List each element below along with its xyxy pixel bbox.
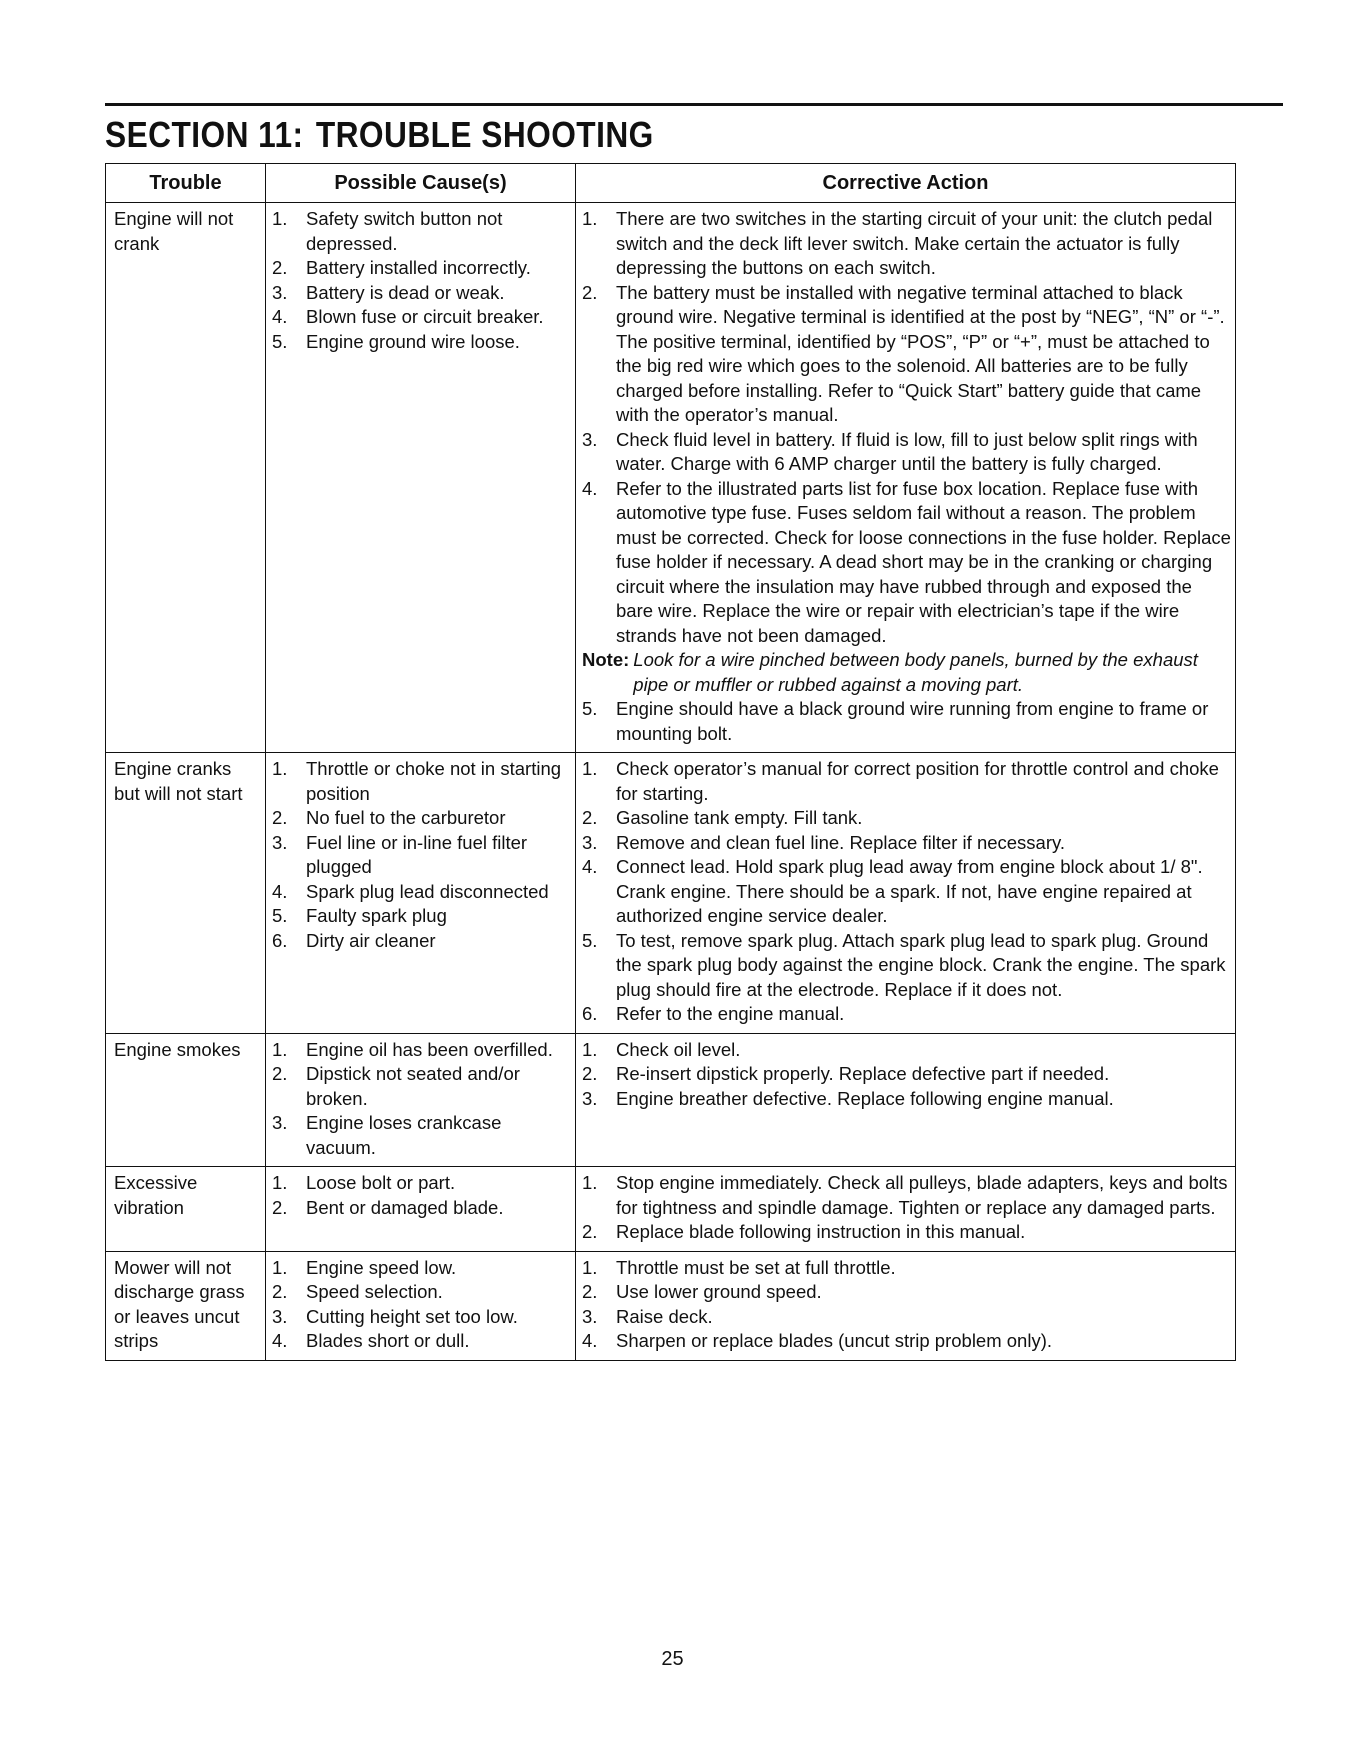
cause-item-number: 2. (272, 1196, 288, 1218)
trouble-cell (106, 203, 266, 753)
action-item-text: Check fluid level in battery. If fluid is low, fill to just below split rings with water. Charge with 6 AMP charger until the battery is fully charged. (616, 428, 1198, 474)
action-item-text: Sharpen or replace blades (uncut strip problem only). (616, 1330, 1053, 1351)
cause-item-number: 1. (272, 758, 288, 779)
action-item (582, 281, 1231, 428)
action-item-number: 4. (582, 1330, 598, 1351)
action-item-number: 4. (582, 856, 598, 877)
cause-item-text: Engine loses crankcase vacuum. (306, 1112, 502, 1158)
page-number: 25 (661, 1648, 684, 1670)
action-item-text: To test, remove spark plug. Attach spark plug lead to spark plug. Ground the spark plug body against the engine block. Crank the engine. The spark plug should fire at the electrode. Replace if it does not. (616, 929, 1226, 1000)
cause-item-text: No fuel to the carburetor (306, 807, 506, 828)
troubleshooting-table (105, 163, 1236, 1361)
section-number: SECTION 11: (105, 114, 304, 155)
action-cell (576, 203, 1236, 753)
cause-item (272, 305, 571, 330)
trouble-text: Engine will not crank (114, 208, 234, 254)
action-item (582, 1329, 1231, 1354)
action-item-text: Raise deck. (616, 1305, 713, 1327)
action-item (582, 757, 1231, 806)
trouble-cell (106, 1167, 266, 1252)
action-item-text: Connect lead. Hold spark plug lead away from engine block about 1/ 8". Crank engine. There should be a spark. If not, have engine repaired at authorized engine service dealer. (616, 856, 1203, 926)
action-item (582, 1220, 1231, 1245)
action-item (582, 477, 1231, 649)
action-item (582, 428, 1231, 477)
top-rule (105, 103, 1283, 106)
cause-item-number: 4. (272, 306, 288, 327)
cause-item-text: Dirty air cleaner (306, 929, 436, 951)
action-item-text: Use lower ground speed. (616, 1281, 822, 1302)
cause-item-number: 3. (272, 1112, 288, 1133)
cause-item-number: 3. (272, 281, 288, 303)
cause-item (272, 1062, 571, 1111)
trouble-text: Excessive vibration (114, 1172, 198, 1218)
cause-item (272, 281, 571, 306)
cause-item-number: 1. (272, 1256, 288, 1278)
action-item (582, 831, 1231, 856)
cause-item (272, 806, 571, 831)
action-item-number: 1. (582, 1256, 598, 1278)
action-cell (576, 1167, 1236, 1252)
action-item (582, 207, 1231, 281)
action-item-number: 3. (582, 428, 598, 450)
section-title-text: TROUBLE SHOOTING (315, 114, 654, 155)
action-item-number: 5. (582, 698, 598, 719)
cause-item (272, 256, 571, 281)
cause-item (272, 831, 571, 880)
cause-item-number: 2. (272, 1063, 288, 1084)
cause-item-text: Battery is dead or weak. (306, 281, 505, 303)
action-item (582, 1171, 1231, 1220)
header-action: Corrective Action (576, 164, 1236, 203)
action-item-text: Stop engine immediately. Check all pulleys, blade adapters, keys and bolts for tightness and spindle damage. Tighten or replace any damaged parts. (616, 1172, 1228, 1218)
cause-cell (266, 1251, 576, 1360)
action-item (582, 1062, 1231, 1087)
note-text: Look for a wire pinched between body panels, burned by the exhaust pipe or muffler or rubbed against a moving part. (633, 649, 1198, 695)
cause-item (272, 1329, 571, 1354)
trouble-text: Mower will not discharge grass or leaves uncut strips (114, 1256, 245, 1351)
action-item-text: Check oil level. (616, 1038, 741, 1060)
cause-item-number: 5. (272, 905, 288, 926)
cause-item (272, 1111, 571, 1160)
cause-item-text: Dipstick not seated and/or broken. (306, 1063, 520, 1109)
cause-item-text: Fuel line or in-line fuel filter plugged (306, 831, 528, 877)
cause-item-text: Cutting height set too low. (306, 1305, 518, 1327)
cause-item-number: 5. (272, 330, 288, 352)
action-item-text: Engine should have a black ground wire running from engine to frame or mounting bolt. (616, 698, 1209, 744)
action-item-text: Remove and clean fuel line. Replace filter if necessary. (616, 831, 1066, 853)
trouble-text: Engine cranks but will not start (114, 758, 243, 804)
cause-item (272, 207, 571, 256)
trouble-text: Engine smokes (114, 1038, 241, 1060)
table-row (106, 1167, 1236, 1252)
action-item (582, 697, 1231, 746)
action-item-text: Replace blade following instruction in this manual. (616, 1221, 1026, 1242)
cause-item-number: 2. (272, 1281, 288, 1302)
cause-item-number: 1. (272, 1172, 288, 1193)
cause-cell (266, 1033, 576, 1167)
action-item (582, 1087, 1231, 1112)
action-item-number: 2. (582, 807, 598, 828)
table-row (106, 753, 1236, 1034)
action-item-number: 3. (582, 831, 598, 853)
action-item-number: 2. (582, 1063, 598, 1084)
table-header-row (106, 164, 1236, 203)
cause-item-text: Spark plug lead disconnected (306, 880, 549, 902)
action-item-number: 1. (582, 208, 598, 229)
action-item (582, 1038, 1231, 1063)
table-row (106, 1033, 1236, 1167)
action-item-text: Refer to the engine manual. (616, 1003, 845, 1024)
cause-item (272, 330, 571, 355)
action-item-number: 1. (582, 758, 598, 779)
action-item (582, 1280, 1231, 1305)
action-item-text: Re-insert dipstick properly. Replace defective part if needed. (616, 1063, 1110, 1084)
cause-item-text: Throttle or choke not in starting position (306, 758, 562, 804)
cause-item-text: Engine speed low. (306, 1256, 457, 1278)
cause-item (272, 1196, 571, 1221)
trouble-cell (106, 1033, 266, 1167)
cause-item-number: 6. (272, 929, 288, 951)
cause-item-text: Faulty spark plug (306, 905, 447, 926)
cause-item-number: 4. (272, 1330, 288, 1351)
cause-item-number: 2. (272, 807, 288, 828)
action-item-text: Gasoline tank empty. Fill tank. (616, 807, 863, 828)
cause-item-text: Battery installed incorrectly. (306, 257, 531, 278)
cause-item-text: Blades short or dull. (306, 1330, 470, 1351)
cause-item-text: Bent or damaged blade. (306, 1196, 504, 1218)
table-row (106, 203, 1236, 753)
cause-item (272, 1305, 571, 1330)
cause-item-text: Engine oil has been overfilled. (306, 1038, 553, 1060)
action-cell (576, 1033, 1236, 1167)
trouble-cell (106, 1251, 266, 1360)
cause-item-number: 4. (272, 880, 288, 902)
action-item-number: 1. (582, 1038, 598, 1060)
cause-item-text: Engine ground wire loose. (306, 330, 520, 352)
cause-cell (266, 1167, 576, 1252)
action-item-text: Check operator’s manual for correct position for throttle control and choke for starting. (616, 758, 1219, 804)
cause-item (272, 880, 571, 905)
action-item-text: There are two switches in the starting circuit of your unit: the clutch pedal switch and the deck lift lever switch. Make certain the actuator is fully depressing the buttons on each switch. (616, 208, 1213, 278)
cause-item-number: 3. (272, 1305, 288, 1327)
action-cell (576, 753, 1236, 1034)
action-item (582, 929, 1231, 1003)
cause-item-number: 1. (272, 1038, 288, 1060)
action-item-number: 6. (582, 1003, 598, 1024)
cause-item (272, 1171, 571, 1196)
cause-item-text: Safety switch button not depressed. (306, 208, 503, 254)
cause-item-number: 1. (272, 208, 288, 229)
action-item (582, 1256, 1231, 1281)
cause-item-number: 3. (272, 831, 288, 853)
action-item-text: The battery must be installed with negative terminal attached to black ground wire. Negative terminal is identified at the post by “NEG”, “N” or “-”. The positive terminal, identified by “POS”, “P” or “+”, must be attached to the big red wire which goes to the solenoid. All batteries are to be fully charged before installing. Refer to “Quick Start” battery guide that came with the operator’s manual. (616, 281, 1225, 425)
header-causes: Possible Cause(s) (266, 164, 576, 203)
action-item (582, 1305, 1231, 1330)
cause-item-number: 2. (272, 257, 288, 278)
section-title (105, 114, 654, 156)
action-item-text: Throttle must be set at full throttle. (616, 1256, 896, 1278)
cause-cell (266, 203, 576, 753)
action-item-number: 5. (582, 929, 598, 951)
trouble-cell (106, 753, 266, 1034)
cause-item-text: Loose bolt or part. (306, 1172, 456, 1193)
action-item-text: Engine breather defective. Replace following engine manual. (616, 1087, 1114, 1109)
table-row (106, 1251, 1236, 1360)
cause-item (272, 1038, 571, 1063)
action-item-number: 4. (582, 477, 598, 499)
action-item (582, 806, 1231, 831)
note-label: Note: (582, 649, 630, 670)
action-item-text: Refer to the illustrated parts list for fuse box location. Replace fuse with automotive type fuse. Fuses seldom fail without a reason. The problem must be corrected. Check for loose connections in the fuse holder. Replace fuse holder if necessary. A dead short may be in the cranking or charging circuit where the insulation may have rubbed through and exposed the bare wire. Replace the wire or repair with electrician’s tape if the wire strands have not been damaged. (616, 477, 1231, 646)
action-item-number: 3. (582, 1087, 598, 1109)
cause-item-text: Blown fuse or circuit breaker. (306, 306, 544, 327)
cause-item (272, 904, 571, 929)
cause-item-text: Speed selection. (306, 1281, 443, 1302)
cause-cell (266, 753, 576, 1034)
cause-item (272, 1256, 571, 1281)
action-item (582, 855, 1231, 929)
action-item-number: 2. (582, 1221, 598, 1242)
action-item-number: 1. (582, 1172, 598, 1193)
note (582, 648, 1231, 697)
action-item (582, 1002, 1231, 1027)
action-item-number: 2. (582, 281, 598, 303)
cause-item (272, 1280, 571, 1305)
action-item-number: 3. (582, 1305, 598, 1327)
header-trouble: Trouble (106, 164, 266, 203)
action-item-number: 2. (582, 1281, 598, 1302)
action-cell (576, 1251, 1236, 1360)
cause-item (272, 757, 571, 806)
cause-item (272, 929, 571, 954)
